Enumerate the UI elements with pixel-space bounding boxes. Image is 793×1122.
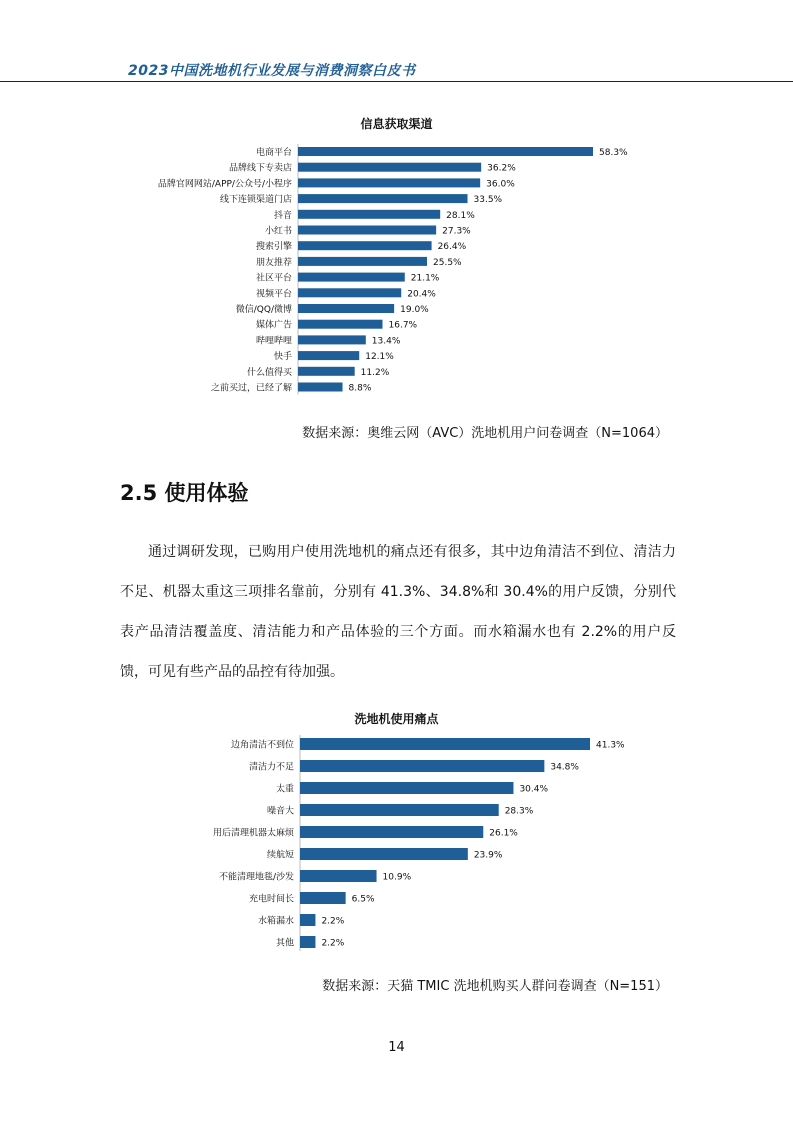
chart1-value-label: 12.1% (365, 352, 394, 363)
chart1-category-label: 视频平台 (255, 289, 292, 300)
chart1-category-label: 抖音 (273, 210, 292, 221)
chart1-value-label: 20.4% (407, 289, 436, 300)
chart1-bar (298, 163, 481, 172)
chart1-source: 数据来源：奥维云网（AVC）洗地机用户问卷调查（N=1064） (302, 426, 668, 441)
chart2-bar (300, 936, 315, 948)
chart1-bar (298, 273, 405, 282)
chart2-title: 洗地机使用痛点 (354, 712, 439, 726)
chart1-category-label: 快手 (273, 352, 292, 363)
chart2-value-label: 41.3% (596, 740, 625, 751)
chart2-bar (300, 892, 346, 904)
chart1-value-label: 16.7% (388, 320, 418, 331)
chart1-value-label: 13.4% (371, 336, 401, 347)
chart1-value-label: 26.4% (437, 242, 467, 253)
chart1-svg (0, 140, 793, 400)
chart2-bar (300, 738, 590, 750)
chart2-value-label: 10.9% (382, 872, 412, 883)
chart1-category-label: 哔哩哔哩 (255, 336, 292, 347)
chart2-bar (300, 848, 468, 860)
chart1-bar (298, 320, 383, 329)
chart1-category-label: 微信/QQ/微博 (235, 305, 292, 315)
chart1-value-label: 28.1% (446, 210, 475, 221)
chart1-category-label: 小红书 (264, 226, 292, 237)
header-divider (0, 81, 793, 82)
chart1-bar (298, 351, 359, 360)
chart2-bar (300, 760, 544, 772)
chart1-value-label: 25.5% (433, 257, 462, 268)
chart2-category-label: 清洁力不足 (248, 762, 294, 773)
chart1-category-label: 品牌官网网站/APP/公众号/小程序 (157, 179, 292, 190)
chart1-category-label: 媒体广告 (255, 320, 292, 331)
section-heading: 2.5 使用体验 (120, 481, 249, 505)
chart2-source: 数据来源：天猫 TMIC 洗地机购买人群问卷调查（N=151） (322, 979, 668, 994)
chart1-category-label: 朋友推荐 (255, 257, 292, 268)
chart2-value-label: 26.1% (489, 828, 518, 839)
chart1-bar (298, 241, 432, 250)
chart1-value-label: 33.5% (473, 195, 503, 206)
chart2-value-label: 30.4% (519, 784, 549, 795)
chart2-value-label: 34.8% (550, 762, 579, 773)
page-number: 14 (388, 1040, 405, 1055)
chart1-category-label: 之前买过，已经了解 (210, 383, 292, 394)
chart1-value-label: 27.3% (442, 226, 471, 237)
chart1-bar (298, 304, 394, 313)
chart1-category-label: 社区平台 (255, 273, 292, 284)
chart2-bar (300, 826, 483, 838)
chart2-bar (300, 782, 513, 794)
document-header-title: 2023中国洗地机行业发展与消费洞察白皮书 (128, 63, 416, 79)
chart2-value-label: 28.3% (504, 806, 534, 817)
chart2-category-label: 用后清理机器太麻烦 (212, 828, 294, 839)
chart1-title: 信息获取渠道 (360, 117, 433, 131)
chart2-value-label: 23.9% (473, 850, 503, 861)
chart2-bar (300, 870, 377, 882)
chart1-bar (298, 178, 480, 187)
chart1-category-label: 电商平台 (255, 148, 292, 158)
chart1-value-label: 36.2% (487, 163, 516, 174)
chart2-category-label: 不能清理地毯/沙发 (218, 872, 294, 883)
chart2-category-label: 续航短 (266, 850, 294, 861)
chart1-bar (298, 383, 343, 392)
chart1-value-label: 11.2% (360, 367, 390, 378)
chart1-value-label: 36.0% (486, 179, 515, 190)
chart2-value-label: 2.2% (321, 916, 345, 927)
chart2-category-label: 太重 (275, 784, 294, 795)
chart1-value-label: 8.8% (348, 383, 372, 394)
chart2-value-label: 2.2% (321, 938, 345, 949)
chart2-category-label: 边角清洁不到位 (230, 740, 294, 751)
chart2-svg (0, 732, 793, 954)
chart1-value-label: 58.3% (599, 148, 628, 158)
chart2-bar (300, 914, 315, 926)
chart1-value-label: 21.1% (410, 273, 440, 284)
chart1-bar (298, 210, 440, 219)
chart2-category-label: 噪音大 (266, 806, 294, 817)
chart1-container (0, 140, 793, 400)
chart1-category-label: 线下连锁渠道门店 (219, 195, 292, 206)
chart1-bar (298, 147, 593, 156)
chart2-value-label: 6.5% (351, 894, 375, 905)
chart1-category-label: 品牌线下专卖店 (228, 163, 292, 174)
chart1-bar (298, 288, 401, 297)
chart1-bar (298, 257, 427, 266)
chart1-category-label: 什么值得买 (246, 367, 292, 378)
chart2-category-label: 充电时间长 (248, 894, 294, 905)
chart1-bar (298, 367, 355, 376)
chart1-category-label: 搜索引擎 (255, 242, 292, 253)
chart1-bar (298, 226, 436, 235)
chart2-category-label: 其他 (275, 938, 294, 949)
chart2-bar (300, 804, 499, 816)
chart1-bar (298, 194, 468, 203)
chart2-container (0, 732, 793, 954)
chart1-value-label: 19.0% (400, 305, 429, 315)
section-paragraph: 通过调研发现，已购用户使用洗地机的痛点还有很多，其中边角清洁不到位、清洁力不足、机器太重这三项排名靠前，分别有 41.3%、34.8%和 30.4%的用户反馈，分别代表产品清洁覆盖度、清洁能力和产品体验的三个方面。而水箱漏水也有 2.2%的用户反馈，可见有些产品的品控有待加强。 (120, 544, 676, 680)
chart1-bar (298, 335, 366, 344)
chart2-category-label: 水箱漏水 (257, 916, 294, 927)
